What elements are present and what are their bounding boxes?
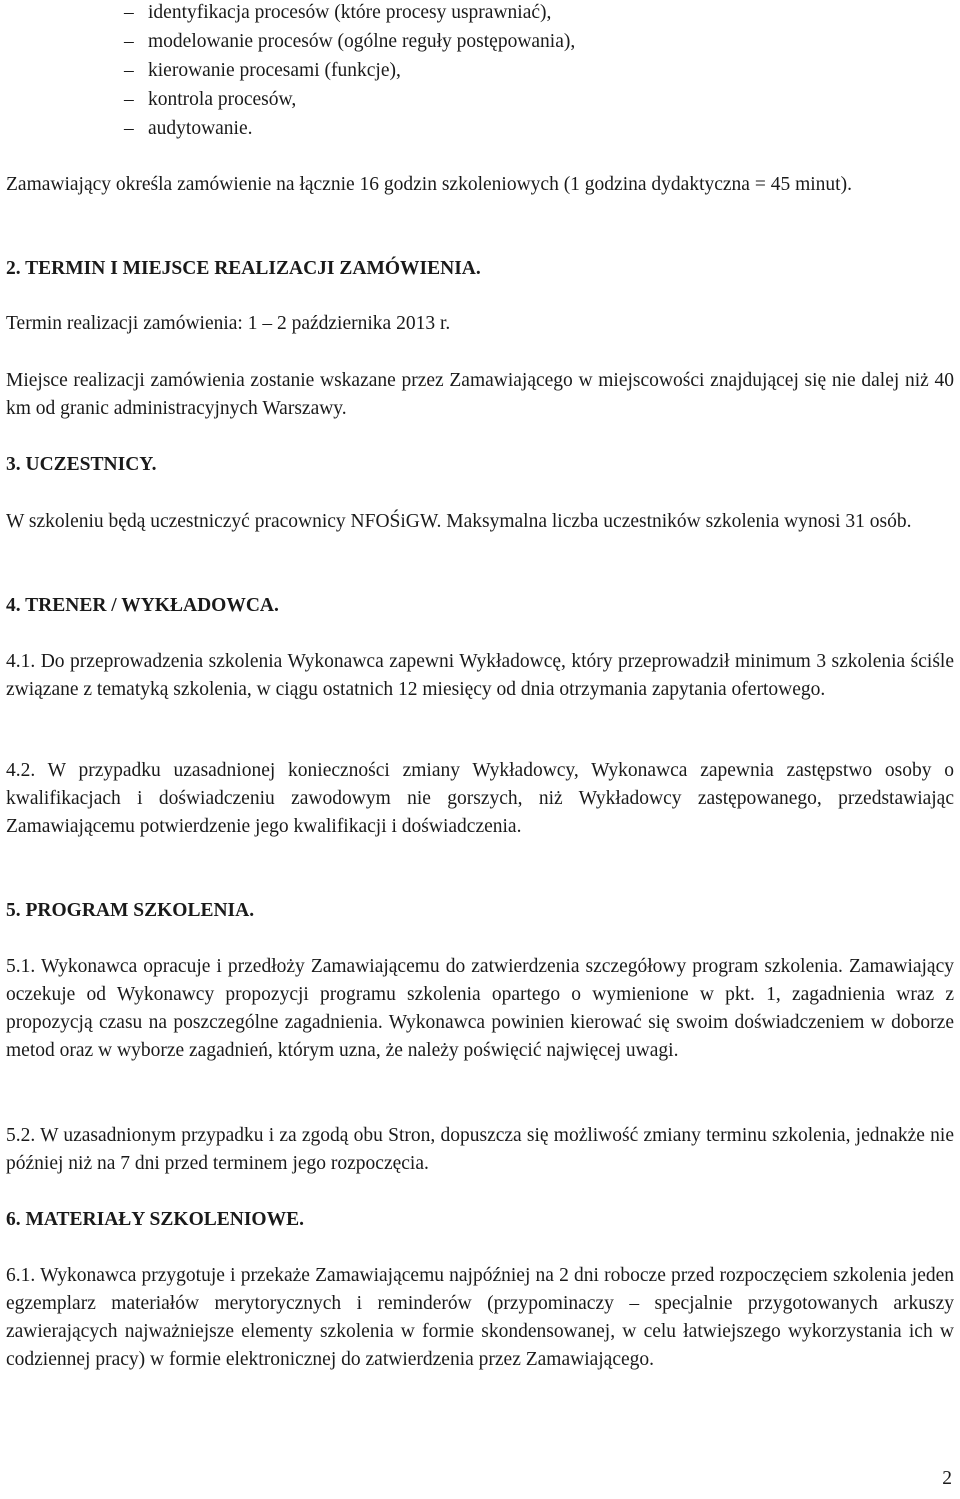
paragraph-participants: W szkoleniu będą uczestniczyć pracownicy NFOŚiGW. Maksymalna liczba uczestników szkolenia wynosi 31 osób. [6, 511, 912, 532]
paragraph-5-1: 5.1. Wykonawca opracuje i przedłoży Zamawiającemu do zatwierdzenia szczegółowy program szkolenia. Zamawiający oczekuje od Wykonawcy propozycji programu szkolenia opartego o wymienione w pkt. 1, zagadnienia wraz z propozycją czasu na poszczególne zagadnienia. Wykonawca powinien kierować się swoim doświadczeniem w doborze metod oraz w wyborze zagadnień, którym uzna, że należy poświęcić najwięcej uwagi. [6, 956, 954, 1061]
paragraph-term: Termin realizacji zamówienia: 1 – 2 października 2013 r. [6, 313, 451, 334]
section-5-heading: 5. PROGRAM SZKOLENIA. [6, 900, 255, 921]
list-item: – identyfikacja procesów (które procesy usprawniać), [106, 0, 575, 28]
list-item: – modelowanie procesów (ogólne reguły postępowania), [106, 28, 575, 57]
dash-icon: – [124, 60, 134, 81]
section-3-heading: 3. UCZESTNICY. [6, 454, 157, 475]
paragraph-6-1: 6.1. Wykonawca przygotuje i przekaże Zamawiającemu najpóźniej na 2 dni robocze przed rozpoczęciem szkolenia jeden egzemplarz materiałów merytorycznych i reminderów (przypominaczy – specjalnie przygotowanych arkuszy zawierających najważniejsze elementy szkolenia w formie skondensowanej, w celu łatwiejszego wykorzystania ich w codziennej pracy) w formie elektronicznej do zatwierdzenia przez Zamawiającego. [6, 1265, 954, 1370]
section-6-heading: 6. MATERIAŁY SZKOLENIOWE. [6, 1209, 304, 1230]
paragraph-hours: Zamawiający określa zamówienie na łącznie 16 godzin szkoleniowych (1 godzina dydaktyczna = 45 minut). [6, 174, 852, 195]
paragraph-4-1: 4.1. Do przeprowadzenia szkolenia Wykonawca zapewni Wykładowcę, który przeprowadził minimum 3 szkolenia ściśle związane z tematyką szkolenia, w ciągu ostatnich 12 miesięcy od dnia otrzymania zapytania ofertowego. [6, 651, 954, 700]
list-item: – kierowanie procesami (funkcje), [106, 57, 575, 86]
dash-icon: – [124, 31, 134, 52]
page-number: 2 [942, 1468, 952, 1489]
dash-icon: – [124, 89, 134, 110]
list-item: – kontrola procesów, [106, 86, 575, 115]
section-2-heading: 2. TERMIN I MIEJSCE REALIZACJI ZAMÓWIENIA. [6, 258, 481, 279]
dash-icon: – [124, 2, 134, 23]
section-4-heading: 4. TRENER / WYKŁADOWCA. [6, 595, 279, 616]
process-list [106, 0, 575, 144]
dash-icon: – [124, 118, 134, 139]
paragraph-4-2: 4.2. W przypadku uzasadnionej konieczności zmiany Wykładowcy, Wykonawca zapewnia zastępstwo osoby o kwalifikacjach i doświadczeniu zawodowym nie gorszych, niż Wykładowcy zastępowanego, przedstawiając Zamawiającemu potwierdzenie jego kwalifikacji i doświadczenia. [6, 760, 954, 837]
paragraph-5-2: 5.2. W uzasadnionym przypadku i za zgodą obu Stron, dopuszcza się możliwość zmiany terminu szkolenia, jednakże nie później niż na 7 dni przed terminem jego rozpoczęcia. [6, 1125, 954, 1174]
paragraph-place: Miejsce realizacji zamówienia zostanie wskazane przez Zamawiającego w miejscowości znajdującej się nie dalej niż 40 km od granic administracyjnych Warszawy. [6, 370, 954, 419]
list-item: – audytowanie. [106, 115, 575, 144]
